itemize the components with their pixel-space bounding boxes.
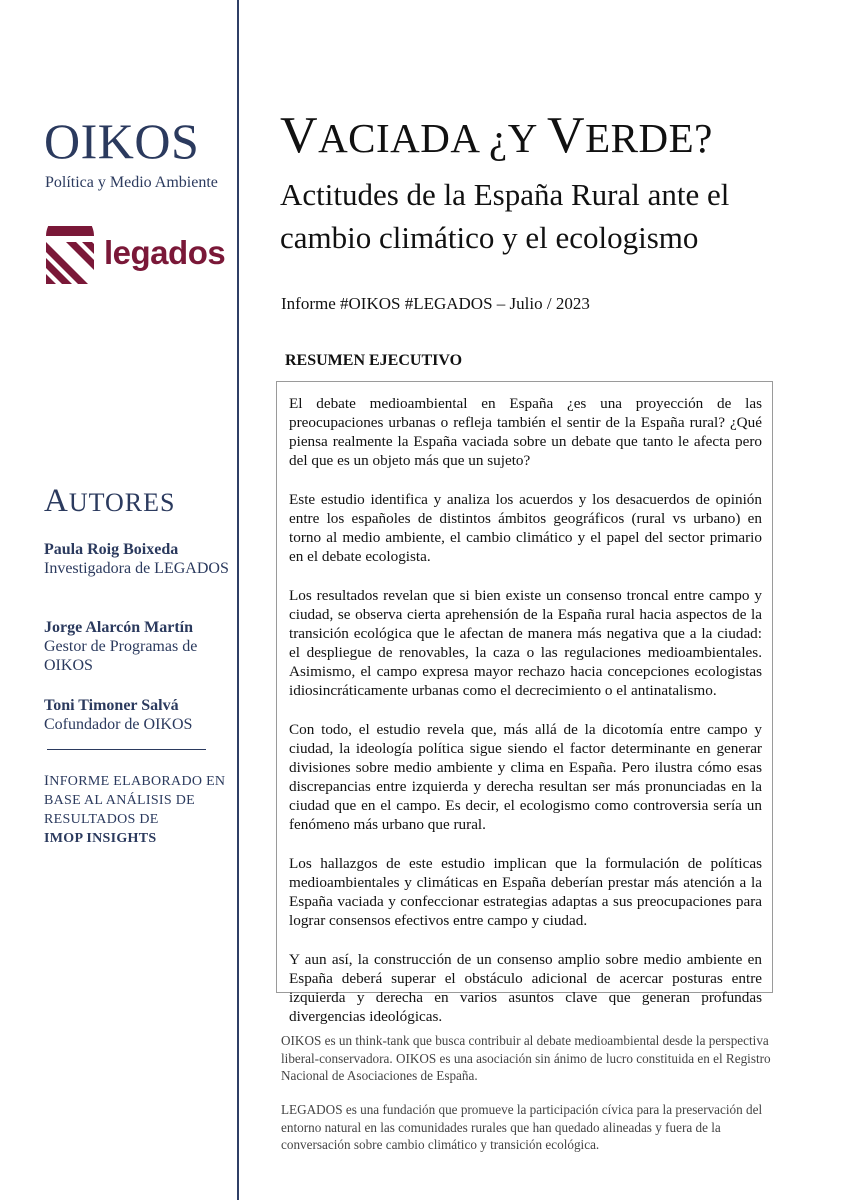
oikos-brand: OIKOS (44, 113, 200, 169)
report-line: Informe #OIKOS #LEGADOS – Julio / 2023 (281, 294, 590, 313)
page-subtitle: Actitudes de la España Rural ante el cambio climático y el ecologismo (280, 177, 730, 255)
summary-heading: RESUMEN EJECUTIVO (285, 352, 463, 369)
sidebar-separator (47, 749, 206, 750)
summary-paragraph: El debate medioambiental en España ¿es una proyección de las preocupaciones urbanas o refleja también el sentir de la España rural? ¿Qué piensa realmente la España vaciada sobre un debate que tanto le afecta pero del que es un objeto más que un sujeto? (289, 395, 762, 469)
summary-paragraph: Los hallazgos de este estudio implican que la formulación de políticas medioambientales y climáticas en España deberían prestar más atención a la España vaciada y confeccionar estrategias adaptas a sus preocupaciones para lograr consensos efectivos entre campo y ciudad. (289, 855, 762, 929)
summary-paragraph: Este estudio identifica y analiza los acuerdos y los desacuerdos de opinión entre los españoles de distintos ámbitos geográficos (rural vs urbano) en torno al medio ambiente, el cambio climático y el papel del sector primario en el debate ecologista. (289, 491, 762, 565)
legados-mark-icon (44, 226, 96, 286)
report-source-note: INFORME ELABORADO EN BASE AL ANÁLISIS DE RESULTADOS DE IMOP INSIGHTS (44, 773, 226, 846)
author-name: Jorge Alarcón Martín (44, 619, 194, 636)
author-entry (44, 696, 229, 734)
author-name: Toni Timoner Salvá (44, 697, 179, 714)
legados-description: LEGADOS es una fundación que promueve la participación cívica para la preservación del entorno natural en las comunidades rurales que han quedado alineadas y fuera de la conversación sobre cambio climático y transición ecológica. (281, 1102, 763, 1152)
summary-paragraph: Los resultados revelan que si bien existe un consenso troncal entre campo y ciudad, se observa cierta aprehensión de la España rural hacia aspectos de la transición ecológica que le afectan de manera más negativa que a la ciudad: el despliegue de renovables, la caza o las regulaciones medioambientales. Asimismo, el campo expresa mayor rechazo hacia concepciones ecologistas idiosincráticamente urbanas como el decrecimiento o el antinatalismo. (289, 587, 762, 699)
oikos-description: OIKOS es un think-tank que busca contribuir al debate medioambiental desde la perspectiva liberal-conservadora. OIKOS es una asociación sin ánimo de lucro constituida en el Registro Nacional de Asociaciones de España. (281, 1033, 771, 1083)
author-role: Cofundador de OIKOS (44, 716, 193, 733)
summary-paragraph: Con todo, el estudio revela que, más allá de la dicotomía entre campo y ciudad, la ideología política sigue siendo el factor determinante en generar divisiones sobre medio ambiente y clima en España. Pero ilustra cómo esas discrepancias entre izquierda y derecha resultan ser más pronunciadas en la ciudad que en el campo. Es decir, el ecologismo como controversia sería un fenómeno más urbano que rural. (289, 721, 762, 833)
author-role: Investigadora de LEGADOS (44, 560, 229, 577)
executive-summary-box (276, 381, 773, 1025)
vertical-divider (237, 0, 239, 1200)
author-entry (44, 618, 229, 675)
legados-wordmark: legados (104, 234, 226, 271)
author-name: Paula Roig Boixeda (44, 541, 179, 558)
page-title: VACIADA ¿Y VERDE? (280, 107, 713, 164)
oikos-brand-subtitle: Política y Medio Ambiente (45, 174, 218, 191)
summary-paragraph: Y aun así, la construcción de un consenso amplio sobre medio ambiente en España deberá superar el obstáculo adicional de acercar posturas entre izquierda y derecha en varios asuntos clave que generan profundas divergencias ideológicas. (289, 951, 762, 1025)
author-role: Gestor de Programas de OIKOS (44, 638, 198, 674)
legados-logo (44, 226, 226, 286)
author-entry (44, 540, 229, 578)
authors-heading: AUTORES (44, 483, 176, 519)
